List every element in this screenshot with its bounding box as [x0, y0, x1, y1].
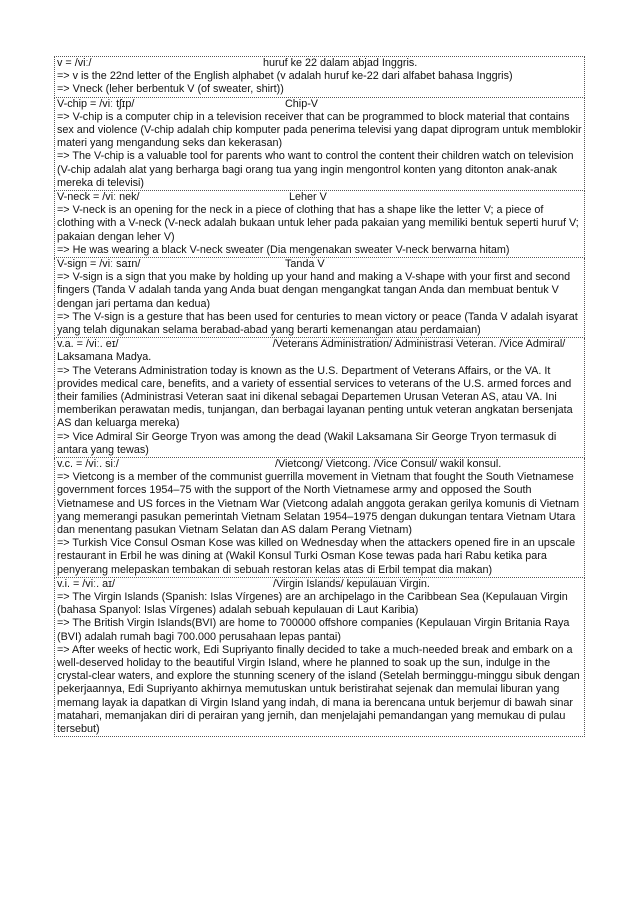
gloss: Chip-V — [285, 97, 319, 110]
example: => v is the 22nd letter of the English alphabet (v adalah huruf ke-22 dari alfabet bahasa Inggris) — [57, 70, 513, 83]
example: => V-neck is an opening for the neck in a piece of clothing that has a shape like the letter V; a piece of clothing with a V-neck (V-neck adalah bukaan untuk leher pada pakaian yang memiliki bentuk seperti huruf V; pakaian dengan leher V) — [57, 204, 579, 243]
example: => V-chip is a computer chip in a television receiver that can be programmed to block material that contains sex and violence (V-chip adalah chip komputer pada penerima televisi yang dapat diprogram untuk memblokir materi yang mengandung seks dan kekerasan) — [57, 110, 582, 150]
entry-heading — [57, 338, 582, 364]
example: => The Veterans Administration today is known as the U.S. Department of Veterans Affairs, or the VA. It provides medical care, benefits, and a variety of essential services to veterans of the U.S. armed forces and their families (Administrasi Veteran saat ini dikenal sebagai Departemen Urusan Veteran AS, atau VA. Ini memberikan perawatan medis, tunjangan, dan berbagai layanan penting untuk veteran angkatan bersenjata AS dan keluarga mereka) — [57, 364, 573, 430]
entry-vi — [54, 578, 585, 737]
entry-v-neck — [54, 191, 585, 258]
example: => Vice Admiral Sir George Tryon was among the dead (Wakil Laksamana Sir George Tryon termasuk di antara yang tewas) — [57, 430, 557, 456]
entry-heading — [57, 458, 582, 471]
entry-vc — [54, 458, 585, 578]
headword: V-sign = /viː saɪn/ — [57, 258, 141, 270]
entry-v-chip — [54, 98, 585, 191]
gloss: /Veterans Administration/ Administrasi Veteran. /Vice Admiral/ Laksamana Madya. — [57, 338, 566, 364]
entry-va — [54, 338, 585, 458]
gloss: Tanda V — [285, 258, 325, 270]
example: => He was wearing a black V-neck sweater (Dia mengenakan sweater V-neck berwarna hitam) — [57, 243, 510, 256]
headword: v.a. = /viː. eɪ/ — [57, 338, 119, 351]
example: => The V-sign is a gesture that has been used for centuries to mean victory or peace (Tanda V adalah isyarat yang telah digunakan selama berabad-abad yang berarti kemenangan atau perdamaian) — [57, 310, 578, 336]
example: => V-sign is a sign that you make by holding up your hand and making a V-shape with your first and second fingers (Tanda V adalah tanda yang Anda buat dengan mengangkat tangan Anda dan membuat bentuk V dengan jari pertama dan kedua) — [57, 271, 571, 310]
example: => The British Virgin Islands(BVI) are home to 700000 offshore companies (Kepulauan Virgin Britania Raya (BVI) adalah rumah bagi 700.000 perusahaan lepas pantai) — [57, 617, 570, 643]
entry-v-sign — [54, 258, 585, 338]
entry-heading — [57, 98, 582, 111]
example: => After weeks of hectic work, Edi Supriyanto finally decided to take a much-needed break and embark on a well-deserved holiday to the beautiful Virgin Island, where he planned to soak up the sun, indulge in the crystal-clear waters, and explore the stunning scenery of the island (Setelah berminggu-minggu sibuk dengan pekerjaannya, Edi Supriyanto akhirnya memutuskan untuk beristirahat sejenak dan memulai liburan yang memang layak ia dapatkan di Virgin Island yang indah, di mana ia berencana untuk berjemur di bawah sinar matahari, memanjakan diri di perairan yang jernih, dan menjelajahi pemandangan yang memukau di pulau tersebut) — [57, 643, 580, 736]
example: => Vietcong is a member of the communist guerrilla movement in Vietnam that fought the South Vietnamese government forces 1954–75 with the support of the North Vietnamese army and opposed the South Vietnamese and US forces in the Vietnam War (Vietcong adalah anggota gerakan gerilya komunis di Vietnam yang memerangi pasukan pemerintah Vietnam Selatan 1954–1975 dengan dukungan tentara Vietnam Utara dan menentang pasukan Vietnam Selatan dan AS dalam Perang Vietnam) — [57, 471, 580, 537]
gloss: huruf ke 22 dalam abjad Inggris. — [263, 57, 418, 69]
example: => The Virgin Islands (Spanish: Islas Vírgenes) are an archipelago in the Caribbean Sea (Kepulauan Virgin (bahasa Spanyol: Islas Vírgenes) adalah sebuah kepulauan di Laut Karibia) — [57, 591, 568, 617]
entry-heading — [57, 57, 582, 70]
headword: v.c. = /viː. siː/ — [57, 458, 119, 471]
gloss: Leher V — [289, 191, 327, 203]
entry-heading — [57, 191, 582, 204]
headword: v.i. = /viː. aɪ/ — [57, 577, 115, 590]
example: => Turkish Vice Consul Osman Kose was killed on Wednesday when the attackers opened fire in an upscale restaurant in Erbil he was dining at (Wakil Konsul Turki Osman Kose tewas pada hari Rabu ketika para penyerang melepaskan tembakan di sebuah restoran kelas atas di Erbil tempat dia makan) — [57, 537, 576, 576]
entry-heading — [57, 258, 582, 271]
headword: V-chip = /viː tʃɪp/ — [57, 97, 135, 110]
entry-heading — [57, 578, 582, 591]
example: => The V-chip is a valuable tool for parents who want to control the content their children watch on television (V-chip adalah alat yang berharga bagi orang tua yang ingin mengontrol konten yang ditonton anak-anak mereka di televisi) — [57, 150, 574, 189]
headword: V-neck = /viː nek/ — [57, 191, 140, 203]
headword: v = /viː/ — [57, 57, 92, 69]
gloss: /Virgin Islands/ kepulauan Virgin. — [273, 577, 430, 590]
dictionary-sheet — [54, 56, 585, 737]
example: => Vneck (leher berbentuk V (of sweater, shirt)) — [57, 83, 284, 96]
gloss: /Vietcong/ Vietcong. /Vice Consul/ wakil konsul. — [275, 458, 502, 471]
entry-v — [54, 56, 585, 98]
